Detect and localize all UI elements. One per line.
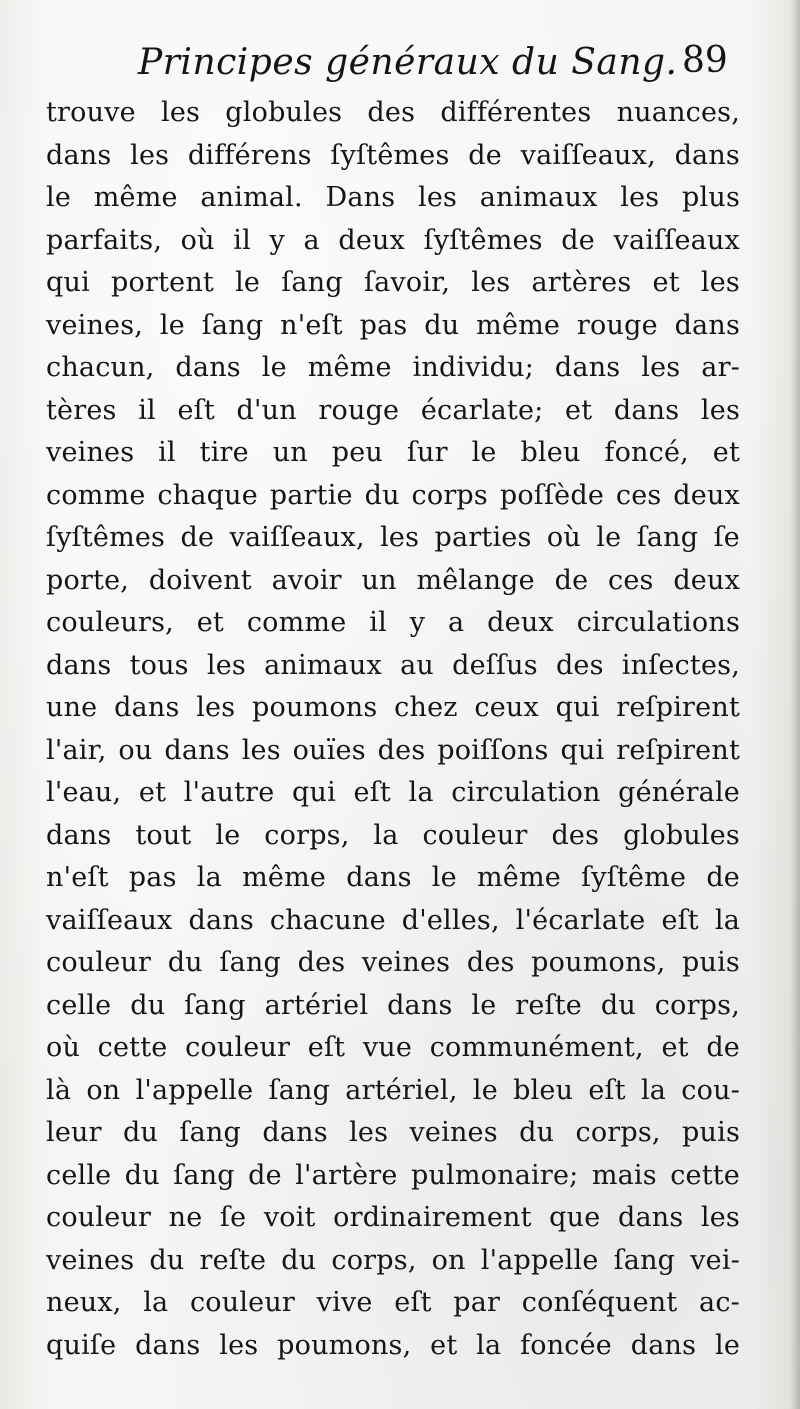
text-line: ſyſtêmes de vaiſſeaux, les parties où le ſang ſe: [46, 522, 740, 553]
text-line: veines du reſte du corps, on l'appelle ſang vei-: [46, 1244, 740, 1276]
text-line: celle du ſang artériel dans le reſte du corps,: [46, 989, 740, 1021]
text-line: une dans les poumons chez ceux qui reſpirent: [46, 692, 740, 723]
text-line: où cette couleur eſt vue communément, et de: [46, 1032, 740, 1063]
text-line: couleurs, et comme il y a deux circulations: [46, 607, 740, 638]
text-line: le même animal. Dans les animaux les plus: [46, 182, 740, 213]
text-line: celle du ſang de l'artère pulmonaire; mais cette: [46, 1159, 740, 1191]
text-line: n'eſt pas la même dans le même ſyſtême de: [46, 862, 740, 893]
running-head: [0, 38, 800, 98]
text-line: là on l'appelle ſang artériel, le bleu eſt la cou-: [46, 1074, 740, 1106]
text-line: dans tous les animaux au deſſus des inſectes,: [46, 649, 740, 681]
text-line: dans les différens ſyſtêmes de vaiſſeaux, dans: [46, 139, 740, 171]
text-line: tères il eſt d'un rouge écarlate; et dans les: [46, 394, 740, 426]
text-line: couleur du ſang des veines des poumons, puis: [46, 947, 740, 978]
text-line: veines, le ſang n'eſt pas du même rouge dans: [46, 309, 740, 341]
text-line: veines il tire un peu ſur le bleu foncé, et: [46, 437, 740, 468]
running-title: Principes généraux du Sang.: [138, 42, 678, 83]
text-line: porte, doivent avoir un mêlange de ces deux: [46, 564, 740, 596]
text-line: qui portent le ſang ſavoir, les artères et les: [46, 267, 740, 298]
text-line: comme chaque partie du corps poſſède ces deux: [46, 479, 740, 511]
page-edge-shadow: [790, 0, 800, 1409]
text-line: quiſe dans les poumons, et la foncée dans le: [46, 1329, 740, 1361]
text-line: dans tout le corps, la couleur des globules: [46, 819, 740, 851]
text-line: leur du ſang dans les veines du corps, puis: [46, 1117, 740, 1148]
text-line: chacun, dans le même individu; dans les ar-: [46, 352, 740, 383]
text-line: vaiſſeaux dans chacune d'elles, l'écarlate eſt la: [46, 904, 740, 936]
text-line: l'air, ou dans les ouïes des poiſſons qui reſpirent: [46, 734, 740, 766]
text-line: l'eau, et l'autre qui eſt la circulation générale: [46, 777, 740, 808]
text-line: couleur ne ſe voit ordinairement que dans les: [46, 1202, 740, 1233]
page-number: 89: [682, 40, 728, 81]
text-line: neux, la couleur vive eſt par conſéquent ac-: [46, 1287, 740, 1318]
text-line: trouve les globules des différentes nuances,: [46, 97, 740, 128]
text-line: parfaits, où il y a deux ſyſtêmes de vaiſſeaux: [46, 224, 740, 256]
body-text: [46, 92, 740, 1367]
